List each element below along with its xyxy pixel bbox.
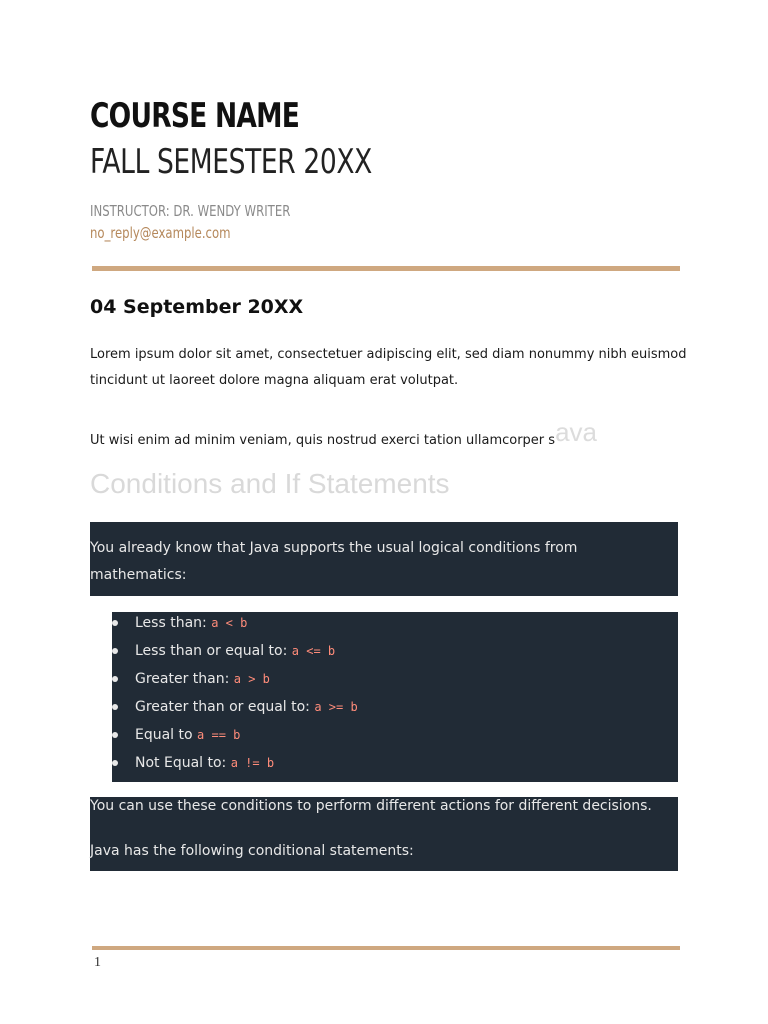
- condition-code: a == b: [197, 728, 241, 742]
- overlapping-text: ava: [555, 417, 597, 447]
- condition-label: Less than or equal to:: [135, 643, 292, 659]
- paragraph-ut-wisi: [90, 417, 690, 454]
- code-intro-box: [90, 522, 678, 596]
- page-number: 1: [94, 955, 101, 970]
- date-heading: 04 September 20XX: [90, 296, 304, 318]
- condition-label: Greater than or equal to:: [135, 699, 315, 715]
- list-item: [112, 642, 678, 670]
- condition-code: a != b: [230, 756, 275, 770]
- paragraph-ut-wisi-text: Ut wisi enim ad minim veniam, quis nostrud exerci tation ullamcorper s: [90, 433, 556, 448]
- bullet-icon: [112, 704, 118, 710]
- paragraph-lorem: Lorem ipsum dolor sit amet, consectetuer adipiscing elit, sed diam nonummy nibh euismod tincidunt ut laoreet dolore magna aliquam erat volutpat.: [90, 347, 687, 388]
- list-item: [112, 698, 678, 726]
- bullet-icon: [112, 676, 118, 682]
- conditions-list: [112, 614, 678, 782]
- semester-title: FALL SEMESTER 20XX: [90, 142, 372, 182]
- condition-code: a < b: [211, 616, 248, 630]
- code-intro-text: You already know that Java supports the usual logical conditions from mathematics:: [90, 540, 578, 583]
- condition-label: Greater than:: [135, 671, 234, 687]
- list-item: [112, 754, 678, 782]
- list-item: [112, 670, 678, 698]
- statements-intro-text: Java has the following conditional statements:: [90, 843, 414, 859]
- list-item: [112, 614, 678, 642]
- condition-code: a <= b: [291, 644, 336, 658]
- list-item: [112, 726, 678, 754]
- bullet-icon: [112, 760, 118, 766]
- conditional-statements-box: [90, 797, 678, 871]
- condition-code: a >= b: [314, 700, 358, 714]
- bullet-icon: [112, 732, 118, 738]
- condition-label: Less than:: [135, 615, 212, 631]
- header-divider: [92, 266, 680, 271]
- instructor-name: INSTRUCTOR: DR. WENDY WRITER: [90, 202, 291, 220]
- bullet-icon: [112, 620, 118, 626]
- footer-divider: [92, 946, 680, 950]
- conditions-list-box: [112, 612, 678, 782]
- usage-text: You can use these conditions to perform different actions for different decisions.: [90, 798, 652, 814]
- bullet-icon: [112, 648, 118, 654]
- condition-label: Not Equal to:: [135, 755, 231, 771]
- condition-code: a > b: [233, 672, 270, 686]
- instructor-email-link[interactable]: no_reply@example.com: [90, 224, 231, 242]
- course-name: COURSE NAME: [90, 96, 300, 136]
- faded-section-heading: Conditions and If Statements: [90, 468, 450, 499]
- condition-label: Equal to: [135, 727, 198, 743]
